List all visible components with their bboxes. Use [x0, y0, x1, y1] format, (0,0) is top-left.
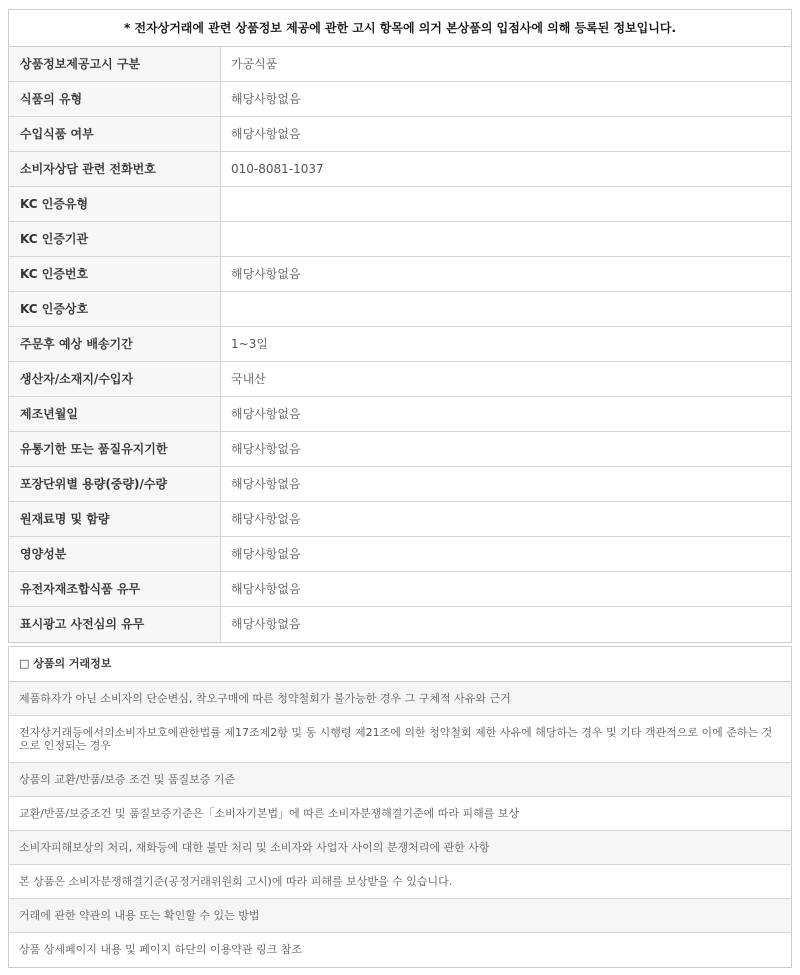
trade-question: 거래에 관한 약관의 내용 또는 확인할 수 있는 방법 — [9, 899, 791, 933]
info-row — [9, 572, 791, 607]
trade-question: 상품의 교환/반품/보증 조건 및 품질보증 기준 — [9, 763, 791, 797]
row-value: 해당사항없음 — [231, 582, 301, 596]
info-row — [9, 47, 791, 82]
row-value — [221, 187, 791, 221]
row-label: KC 인증번호 — [9, 257, 221, 291]
row-value: 해당사항없음 — [231, 547, 301, 561]
row-value: 해당사항없음 — [231, 92, 301, 106]
row-label: 제조년월일 — [9, 397, 221, 431]
info-row — [9, 222, 791, 257]
info-row — [9, 502, 791, 537]
row-label: 소비자상담 관련 전화번호 — [9, 152, 221, 186]
info-row — [9, 292, 791, 327]
row-label: KC 인증기관 — [9, 222, 221, 256]
info-row — [9, 82, 791, 117]
row-label: KC 인증유형 — [9, 187, 221, 221]
row-label: 주문후 예상 배송기간 — [9, 327, 221, 361]
info-row — [9, 187, 791, 222]
row-label: 유전자재조합식품 유무 — [9, 572, 221, 606]
row-value: 해당사항없음 — [231, 477, 301, 491]
row-label: 생산자/소재지/수입자 — [9, 362, 221, 396]
info-row — [9, 537, 791, 572]
row-value — [221, 292, 791, 326]
row-label: 표시광고 사전심의 유무 — [9, 607, 221, 642]
info-row — [9, 152, 791, 187]
info-row — [9, 432, 791, 467]
row-value: 해당사항없음 — [231, 407, 301, 421]
info-row — [9, 117, 791, 152]
row-label: 포장단위별 용량(중량)/수량 — [9, 467, 221, 501]
trade-answer: 본 상품은 소비자분쟁해결기준(공정거래위원회 고시)에 따라 피해를 보상받을 수 있습니다. — [9, 865, 791, 899]
trade-info-title: □ 상품의 거래정보 — [9, 647, 791, 682]
trade-answer: 상품 상세페이지 내용 및 페이지 하단의 이용약관 링크 참조 — [19, 943, 302, 956]
notice-text: * 전자상거래에 관련 상품정보 제공에 관한 고시 항목에 의거 본상품의 입점사에 의해 등록된 정보입니다. — [9, 10, 791, 47]
product-info-table — [8, 9, 792, 643]
info-row — [9, 362, 791, 397]
info-row — [9, 607, 791, 642]
row-label: 상품정보제공고시 구분 — [9, 47, 221, 81]
trade-info-section — [8, 646, 792, 968]
row-label: 원재료명 및 함량 — [9, 502, 221, 536]
row-label: 수입식품 여부 — [9, 117, 221, 151]
row-value: 해당사항없음 — [231, 617, 301, 631]
trade-answer: 교환/반품/보증조건 및 품질보증기준은「소비자기본법」에 따른 소비자분쟁해결기준에 따라 피해를 보상 — [9, 797, 791, 831]
row-value: 해당사항없음 — [231, 127, 301, 141]
row-value: 010-8081-1037 — [231, 162, 324, 176]
info-row — [9, 327, 791, 362]
row-value: 가공식품 — [231, 57, 278, 71]
row-label: KC 인증상호 — [9, 292, 221, 326]
trade-answer: 전자상거래등에서의소비자보호에관한법률 제17조제2항 및 동 시행령 제21조에 의한 청약철회 제한 사유에 해당하는 경우 및 기타 객관적으로 이에 준하는 것으로 인정되는 경우 — [9, 716, 791, 763]
trade-question: 소비자피해보상의 처리, 재화등에 대한 불만 처리 및 소비자와 사업자 사이의 분쟁처리에 관한 사항 — [9, 831, 791, 865]
info-row — [9, 397, 791, 432]
info-row — [9, 467, 791, 502]
row-label: 유통기한 또는 품질유지기한 — [9, 432, 221, 466]
row-value: 해당사항없음 — [231, 442, 301, 456]
row-value: 해당사항없음 — [231, 512, 301, 526]
row-value: 국내산 — [231, 372, 266, 386]
row-label: 식품의 유형 — [9, 82, 221, 116]
info-row — [9, 257, 791, 292]
row-value — [221, 222, 791, 256]
row-label: 영양성분 — [9, 537, 221, 571]
row-value: 해당사항없음 — [231, 267, 301, 281]
row-value: 1~3일 — [231, 337, 268, 351]
trade-question: 제품하자가 아닌 소비자의 단순변심, 착오구매에 따른 청약철회가 불가능한 경우 그 구체적 사유와 근거 — [9, 682, 791, 716]
